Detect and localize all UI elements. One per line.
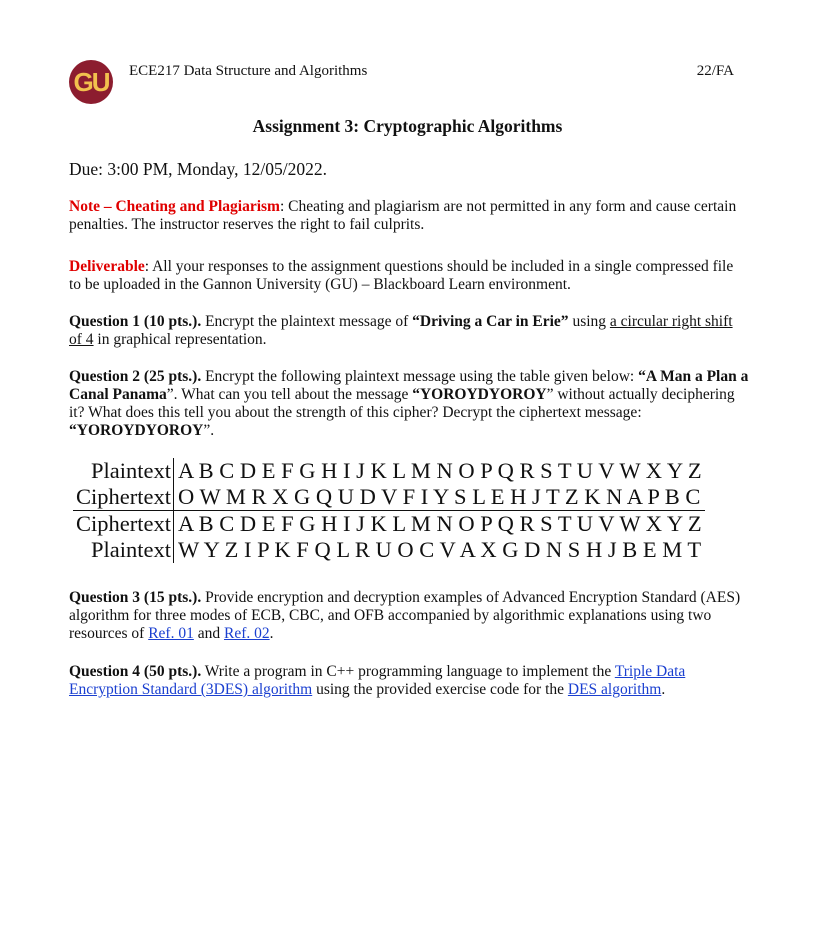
course-name: ECE217 Data Structure and Algorithms [129, 63, 368, 79]
q1-message: “Driving a Car in Erie” [412, 313, 569, 330]
cipher-row [73, 511, 705, 538]
q1-text-2: using [568, 313, 610, 330]
cipher-row [73, 484, 705, 511]
cipher-row-values: A B C D E F G H I J K L M N O P Q R S T U V W X Y Z [177, 458, 702, 483]
q2-ciphertext: “YOROYDYOROY [69, 422, 204, 439]
3des-link[interactable]: Triple Data Encryption Standard (3DES) algorithm [69, 663, 686, 698]
note-text: : Cheating and plagiarism are not permitted in any form and cause certain penalties. The instructor reserves the right to fail culprits. [69, 198, 737, 233]
cipher-row-values: O W M R X G Q U D V F I Y S L E H J T Z K N A P B C [177, 484, 701, 509]
deliverable-paragraph [69, 258, 749, 294]
cipher-row-label: Plaintext [73, 537, 173, 563]
due-date: Due: 3:00 PM, Monday, 12/05/2022. [69, 159, 327, 179]
note-label: Note – Cheating and Plagiarism [69, 198, 280, 215]
q4-text-3: . [661, 681, 666, 698]
q2-text-3: ” without actually deciphering it? What does this tell you about the strength of this cipher? Decrypt the ciphertext message: [69, 386, 735, 421]
cipher-row-label: Ciphertext [73, 511, 173, 538]
q3-label: Question 3 (15 pts.). [69, 589, 202, 606]
assignment-title: Assignment 3: Cryptographic Algorithms [252, 116, 563, 136]
q4-label: Question 4 (50 pts.). [69, 663, 202, 680]
q3-text-1: Provide encryption and decryption examples of Advanced Encryption Standard (AES) algorithm for three modes of ECB, CBC, and OFB accompanied by algorithmic explanations using two resources of [69, 589, 741, 642]
q4-text-1: Write a program in C++ programming language to implement the [201, 663, 615, 680]
ref-01-link[interactable]: Ref. 01 [148, 625, 194, 642]
q4-text-2: using the provided exercise code for the [312, 681, 568, 698]
question-4 [69, 663, 749, 699]
deliverable-label: Deliverable [69, 258, 145, 275]
gannon-logo: GU [69, 60, 113, 104]
cipher-table [73, 458, 705, 563]
q2-text-2: ”. What can you tell about the message [166, 386, 413, 403]
q2-plaintext: “A Man a Plan a Canal Panama [69, 368, 749, 403]
cipher-row-values: A B C D E F G H I J K L M N O P Q R S T U V W X Y Z [173, 511, 704, 538]
question-1 [69, 313, 749, 349]
cipher-row-values: W Y Z I P K F Q L R U O C V A X G D N S H J B E M T [177, 537, 702, 562]
question-3 [69, 589, 749, 643]
question-2 [69, 368, 749, 440]
q3-text-2: and [193, 625, 224, 642]
q2-text-4: ”. [203, 422, 215, 439]
q3-text-3: . [269, 625, 274, 642]
des-link[interactable]: DES algorithm [567, 681, 662, 698]
ref-02-link[interactable]: Ref. 02 [223, 625, 270, 642]
q1-text-1: Encrypt the plaintext message of [201, 313, 413, 330]
q1-label: Question 1 (10 pts.). [69, 313, 202, 330]
q2-label: Question 2 (25 pts.). [69, 368, 202, 385]
deliverable-text: : All your responses to the assignment questions should be included in a single compressed file to be uploaded in the Gannon University (GU) – Blackboard Learn environment. [69, 258, 734, 293]
cipher-row-label: Plaintext [73, 458, 173, 484]
cipher-row [73, 537, 705, 563]
q1-shift-text: a circular right shift of 4 [69, 313, 733, 348]
cipher-row [73, 458, 705, 484]
q2-message: “YOROYDYOROY [412, 386, 547, 403]
note-paragraph [69, 198, 749, 234]
q2-text-1: Encrypt the following plaintext message using the table given below: [201, 368, 639, 385]
term-label: 22/FA [696, 63, 734, 79]
q1-text-3: in graphical representation. [93, 331, 267, 348]
cipher-row-label: Ciphertext [73, 484, 173, 511]
